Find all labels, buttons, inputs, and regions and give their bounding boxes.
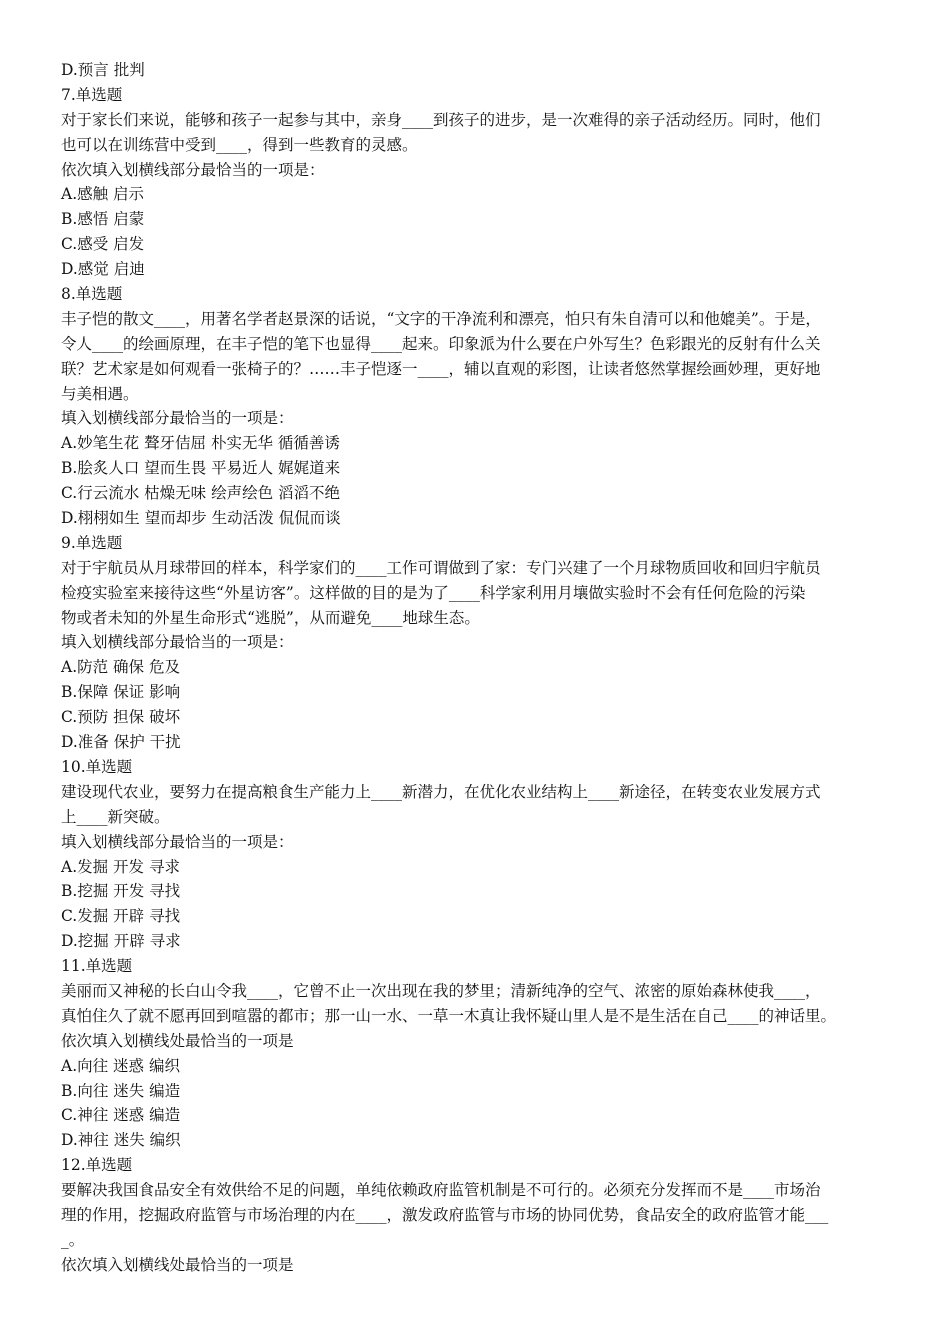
text-line: 建设现代农业，要努力在提高粮食生产能力上____新潜力，在优化农业结构上____新途径，在转变农业发展方式 bbox=[61, 782, 821, 801]
text-line: 联？艺术家是如何观看一张椅子的？……丰子恺逐一____，辅以直观的彩图，让读者悠然掌握绘画妙理，更好地 bbox=[61, 359, 821, 378]
text-line: B.挖掘 开发 寻找 bbox=[61, 882, 181, 901]
text-line: A.感触 启示 bbox=[61, 185, 145, 204]
text-line: 真怕住久了就不愿再回到喧嚣的都市；那一山一水、一草一木真让我怀疑山里人是不是生活在自己____的神话里。 bbox=[61, 1006, 837, 1025]
text-line: 依次填入划横线处最恰当的一项是 bbox=[61, 1031, 294, 1050]
text-line: D.神往 迷失 编织 bbox=[61, 1131, 181, 1150]
text-line: B.脍炙人口 望而生畏 平易近人 娓娓道来 bbox=[61, 459, 341, 478]
text-line: 12.单选题 bbox=[61, 1156, 133, 1175]
text-line: 丰子恺的散文____，用著名学者赵景深的话说，“文字的干净流利和漂亮，怕只有朱自清可以和他媲美”。于是， bbox=[61, 309, 821, 328]
text-line: B.向往 迷失 编造 bbox=[61, 1081, 181, 1100]
text-line: C.预防 担保 破坏 bbox=[61, 708, 181, 727]
text-line: D.感觉 启迪 bbox=[61, 260, 145, 279]
text-line: C.行云流水 枯燥无味 绘声绘色 滔滔不绝 bbox=[61, 484, 341, 503]
text-line: 填入划横线部分最恰当的一项是： bbox=[61, 633, 294, 652]
text-line: A.防范 确保 危及 bbox=[61, 658, 180, 677]
text-line: A.向往 迷惑 编织 bbox=[61, 1056, 180, 1075]
text-line: 也可以在训练营中受到____，得到一些教育的灵感。 bbox=[61, 135, 418, 154]
text-line: D.栩栩如生 望而却步 生动活泼 侃侃而谈 bbox=[61, 509, 341, 528]
text-line: 理的作用，挖掘政府监管与市场治理的内在____，激发政府监管与市场的协同优势，食品安全的政府监管才能___ bbox=[61, 1205, 829, 1224]
text-line: D.准备 保护 干扰 bbox=[61, 733, 181, 752]
text-line: 上____新突破。 bbox=[61, 807, 170, 826]
text-line: 对于家长们来说，能够和孩子一起参与其中，亲身____到孩子的进步，是一次难得的亲子活动经历。同时，他们 bbox=[61, 110, 821, 129]
text-line: A.妙笔生花 聱牙佶屈 朴实无华 循循善诱 bbox=[61, 434, 340, 453]
text-line: 填入划横线部分最恰当的一项是： bbox=[61, 832, 294, 851]
text-line: 9.单选题 bbox=[61, 533, 123, 552]
text-line: C.感受 启发 bbox=[61, 235, 145, 254]
text-line: 11.单选题 bbox=[61, 957, 133, 976]
text-line: D.预言 批判 bbox=[61, 61, 145, 79]
text-line: 8.单选题 bbox=[61, 285, 123, 304]
text-line: 令人____的绘画原理，在丰子恺的笔下也显得____起来。印象派为什么要在户外写生？色彩跟光的反射有什么关 bbox=[61, 334, 821, 353]
text-line: 依次填入划横线部分最恰当的一项是： bbox=[61, 160, 325, 179]
text-line: C.神往 迷惑 编造 bbox=[61, 1106, 181, 1125]
text-line: 与美相遇。 bbox=[61, 384, 139, 403]
text-line: 填入划横线部分最恰当的一项是： bbox=[61, 409, 294, 428]
text-line: C.发掘 开辟 寻找 bbox=[61, 907, 181, 926]
text-line: 美丽而又神秘的长白山令我____，它曾不止一次出现在我的梦里；清新纯净的空气、浓密的原始森林使我____， bbox=[61, 981, 821, 1000]
text-line: 依次填入划横线处最恰当的一项是 bbox=[61, 1255, 294, 1274]
text-line: 10.单选题 bbox=[61, 757, 133, 776]
text-line: B.感悟 启蒙 bbox=[61, 210, 145, 229]
text-line: 要解决我国食品安全有效供给不足的问题，单纯依赖政府监管机制是不可行的。必须充分发挥而不是____市场治 bbox=[61, 1181, 821, 1200]
document-page bbox=[61, 58, 891, 1278]
text-line: 检疫实验室来接待这些“外星访客”。这样做的目的是为了____科学家利用月壤做实验时不会有任何危险的污染 bbox=[61, 583, 806, 602]
text-line: 对于宇航员从月球带回的样本，科学家们的____工作可谓做到了家：专门兴建了一个月球物质回收和回归宇航员 bbox=[61, 558, 821, 577]
text-line: D.挖掘 开辟 寻求 bbox=[61, 932, 181, 951]
text-line: A.发掘 开发 寻求 bbox=[61, 857, 180, 876]
text-line: 物或者未知的外星生命形式“逃脱”，从而避免____地球生态。 bbox=[61, 608, 480, 627]
text-line: _。 bbox=[61, 1230, 85, 1249]
text-line: 7.单选题 bbox=[61, 85, 123, 104]
text-line: B.保障 保证 影响 bbox=[61, 683, 181, 702]
